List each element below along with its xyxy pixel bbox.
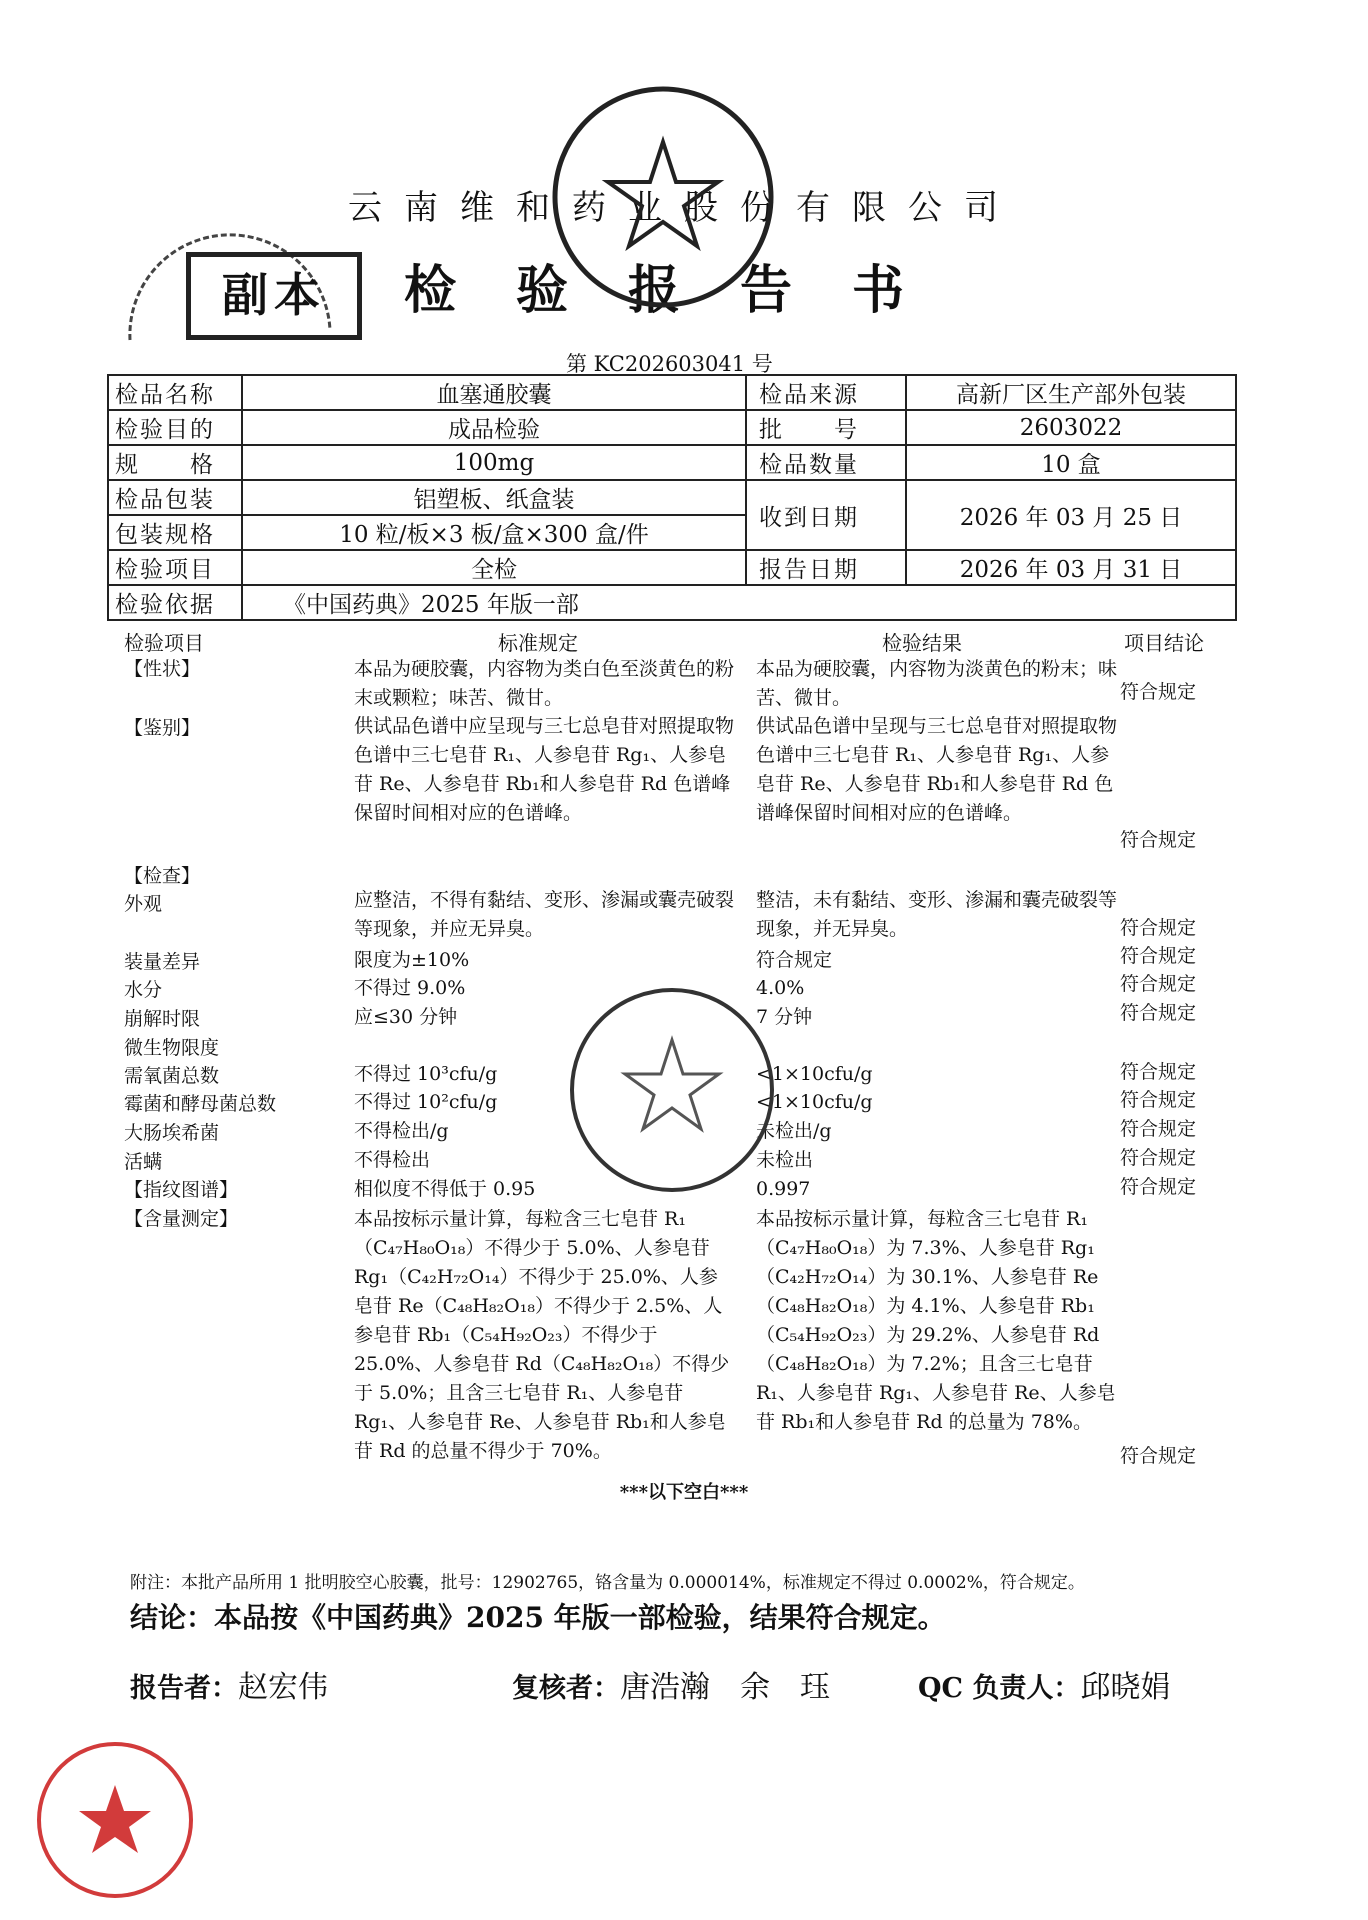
result-item: 【鉴别】 xyxy=(124,717,201,739)
reviewer-name: 唐浩瀚 余 珏 xyxy=(620,1670,830,1705)
basis-value: 《中国药典》2025 年版一部 xyxy=(242,585,1236,620)
reviewer-label: 复核者： xyxy=(512,1673,620,1704)
package-value: 铝塑板、纸盒装 xyxy=(242,480,746,515)
company-seal-stamp xyxy=(548,82,778,312)
result-item: 微生物限度 xyxy=(124,1037,220,1059)
quantity-value: 10 盒 xyxy=(906,445,1236,480)
result-conclusion: 符合规定 xyxy=(1120,829,1197,851)
package-label: 检品包装 xyxy=(108,480,242,515)
result-value: 整洁，未有黏结、变形、渗漏和囊壳破裂等现象，并无异臭。 xyxy=(756,889,1118,940)
batch-value: 2603022 xyxy=(906,410,1236,445)
result-item: 【性状】 xyxy=(124,658,201,680)
result-item: 装量差异 xyxy=(124,951,201,973)
basis-label: 检验依据 xyxy=(108,585,242,620)
result-value: 未检出/g xyxy=(756,1120,832,1142)
result-standard: 本品为硬胶囊，内容物为类白色至淡黄色的粉末或颗粒；味苦、微甘。 xyxy=(354,658,735,709)
blank-below-marker: ***以下空白*** xyxy=(619,1482,749,1503)
product-name-label: 检品名称 xyxy=(108,375,242,410)
company-name: 云南维和药业股份有限公司 xyxy=(348,188,1020,228)
result-conclusion: 符合规定 xyxy=(1120,973,1197,995)
result-standard: 不得过 10²cfu/g xyxy=(354,1091,498,1113)
col-header-conclusion: 项目结论 xyxy=(1124,631,1204,655)
result-value: 未检出 xyxy=(756,1149,814,1171)
item-value: 全检 xyxy=(242,550,746,585)
spec-value: 100mg xyxy=(242,445,746,480)
result-value: 符合规定 xyxy=(756,949,833,971)
result-item: 【检查】 xyxy=(124,865,201,887)
purpose-value: 成品检验 xyxy=(242,410,746,445)
result-value: 本品为硬胶囊，内容物为淡黄色的粉末；味苦、微甘。 xyxy=(756,658,1118,709)
report-date-value: 2026 年 03 月 31 日 xyxy=(906,550,1236,585)
reporter-signature xyxy=(130,1662,328,1706)
result-value: 4.0% xyxy=(756,977,805,999)
qc-label: QC 负责人： xyxy=(918,1673,1081,1704)
result-standard: 本品按标示量计算，每粒含三七皂苷 R₁（C₄₇H₈₀O₁₈）不得少于 5.0%、人参皂苷 Rg₁（C₄₂H₇₂O₁₄）不得少于 25.0%、人参皂苷 Re（C₄₈H₈₂O₁₈）不得少于 2.5%、人参皂苷 Rb₁（C₅₄H₉₂O₂₃）不得少于 25.0%、人参皂苷 Rd（C₄₈H₈₂O₁₈）不得少于 5.0%；且含三七皂苷 R₁、人参皂苷 Rg₁、人参皂苷 Re、人参皂苷 Rb₁和人参皂苷 Rd 的总量不得少于 70%。 xyxy=(354,1208,730,1462)
received-value: 2026 年 03 月 25 日 xyxy=(906,480,1236,550)
col-header-result: 检验结果 xyxy=(882,631,962,655)
result-conclusion: 符合规定 xyxy=(1120,1147,1197,1169)
reporter-label: 报告者： xyxy=(130,1673,238,1704)
result-conclusion: 符合规定 xyxy=(1120,1089,1197,1111)
source-value: 高新厂区生产部外包装 xyxy=(906,375,1236,410)
document-title: 检验报告书 xyxy=(403,260,964,321)
result-conclusion: 符合规定 xyxy=(1120,917,1197,939)
result-value: <1×10cfu/g xyxy=(756,1063,873,1085)
result-standard: 不得检出/g xyxy=(354,1120,449,1142)
result-conclusion: 符合规定 xyxy=(1120,681,1197,703)
red-quality-seal-stamp xyxy=(30,1735,200,1905)
result-standard: 不得检出 xyxy=(354,1149,431,1171)
pack-spec-value: 10 粒/板×3 板/盒×300 盒/件 xyxy=(242,515,746,550)
result-conclusion: 符合规定 xyxy=(1120,1061,1197,1083)
report-date-label: 报告日期 xyxy=(746,550,906,585)
footnote: 附注：本批产品所用 1 批明胶空心胶囊，批号：12902765，铬含量为 0.000014%，标准规定不得过 0.0002%，符合规定。 xyxy=(130,1573,1085,1593)
col-header-standard: 标准规定 xyxy=(498,631,578,655)
col-header-item: 检验项目 xyxy=(124,631,204,655)
result-value: <1×10cfu/g xyxy=(756,1091,873,1113)
report-number: 第 KC202603041 号 xyxy=(566,352,773,376)
result-standard: 应≤30 分钟 xyxy=(354,1006,458,1028)
result-standard: 不得过 9.0% xyxy=(354,977,466,999)
batch-label: 批 号 xyxy=(746,410,906,445)
result-conclusion: 符合规定 xyxy=(1120,1002,1197,1024)
result-item: 【指纹图谱】 xyxy=(124,1179,239,1201)
source-label: 检品来源 xyxy=(746,375,906,410)
received-label: 收到日期 xyxy=(746,480,906,550)
result-item: 水分 xyxy=(124,979,163,1001)
result-conclusion: 符合规定 xyxy=(1120,1176,1197,1198)
result-item: 活螨 xyxy=(124,1151,163,1173)
result-standard: 应整洁，不得有黏结、变形、渗漏或囊壳破裂等现象，并应无异臭。 xyxy=(354,889,735,940)
result-item: 大肠埃希菌 xyxy=(124,1122,220,1144)
result-conclusion: 符合规定 xyxy=(1120,945,1197,967)
result-standard: 供试品色谱中应呈现与三七总皂苷对照提取物色谱中三七皂苷 R₁、人参皂苷 Rg₁、人参皂苷 Re、人参皂苷 Rb₁和人参皂苷 Rd 色谱峰保留时间相对应的色谱峰。 xyxy=(354,715,735,824)
result-item: 霉菌和酵母菌总数 xyxy=(124,1093,277,1115)
result-item: 崩解时限 xyxy=(124,1008,201,1030)
result-item: 【含量测定】 xyxy=(124,1208,239,1230)
result-value: 本品按标示量计算，每粒含三七皂苷 R₁（C₄₇H₈₀O₁₈）为 7.3%、人参皂苷 Rg₁（C₄₂H₇₂O₁₄）为 30.1%、人参皂苷 Re（C₄₈H₈₂O₁₈）为 4.1%、人参皂苷 Rb₁（C₅₄H₉₂O₂₃）为 29.2%、人参皂苷 Rd（C₄₈H₈₂O₁₈）为 7.2%；且含三七皂苷 R₁、人参皂苷 Rg₁、人参皂苷 Re、人参皂苷 Rb₁和人参皂苷 Rd 的总量为 78%。 xyxy=(756,1208,1116,1433)
copy-stamp: 副本 xyxy=(186,252,362,340)
quantity-label: 检品数量 xyxy=(746,445,906,480)
result-standard: 不得过 10³cfu/g xyxy=(354,1063,498,1085)
reporter-name: 赵宏伟 xyxy=(238,1670,328,1705)
info-table xyxy=(107,374,1237,621)
result-value: 0.997 xyxy=(756,1178,811,1200)
result-conclusion: 符合规定 xyxy=(1120,1118,1197,1140)
reviewer-signature xyxy=(512,1662,830,1706)
qc-name: 邱晓娟 xyxy=(1080,1670,1171,1705)
result-conclusion: 符合规定 xyxy=(1120,1445,1197,1467)
spec-label: 规 格 xyxy=(108,445,242,480)
result-standard: 限度为±10% xyxy=(354,949,470,971)
product-name-value: 血塞通胶囊 xyxy=(242,375,746,410)
result-value: 7 分钟 xyxy=(756,1006,813,1028)
purpose-label: 检验目的 xyxy=(108,410,242,445)
pack-spec-label: 包装规格 xyxy=(108,515,242,550)
qc-signature xyxy=(918,1662,1170,1706)
result-item: 外观 xyxy=(124,893,163,915)
conclusion: 结论：本品按《中国药典》2025 年版一部检验，结果符合规定。 xyxy=(130,1601,946,1634)
result-standard: 相似度不得低于 0.95 xyxy=(354,1178,536,1200)
item-label: 检验项目 xyxy=(108,550,242,585)
result-item: 需氧菌总数 xyxy=(124,1065,220,1087)
result-value: 供试品色谱中呈现与三七总皂苷对照提取物色谱中三七皂苷 R₁、人参皂苷 Rg₁、人参皂苷 Re、人参皂苷 Rb₁和人参皂苷 Rd 色谱峰保留时间相对应的色谱峰。 xyxy=(756,715,1118,824)
supplier-seal-stamp xyxy=(562,980,782,1200)
